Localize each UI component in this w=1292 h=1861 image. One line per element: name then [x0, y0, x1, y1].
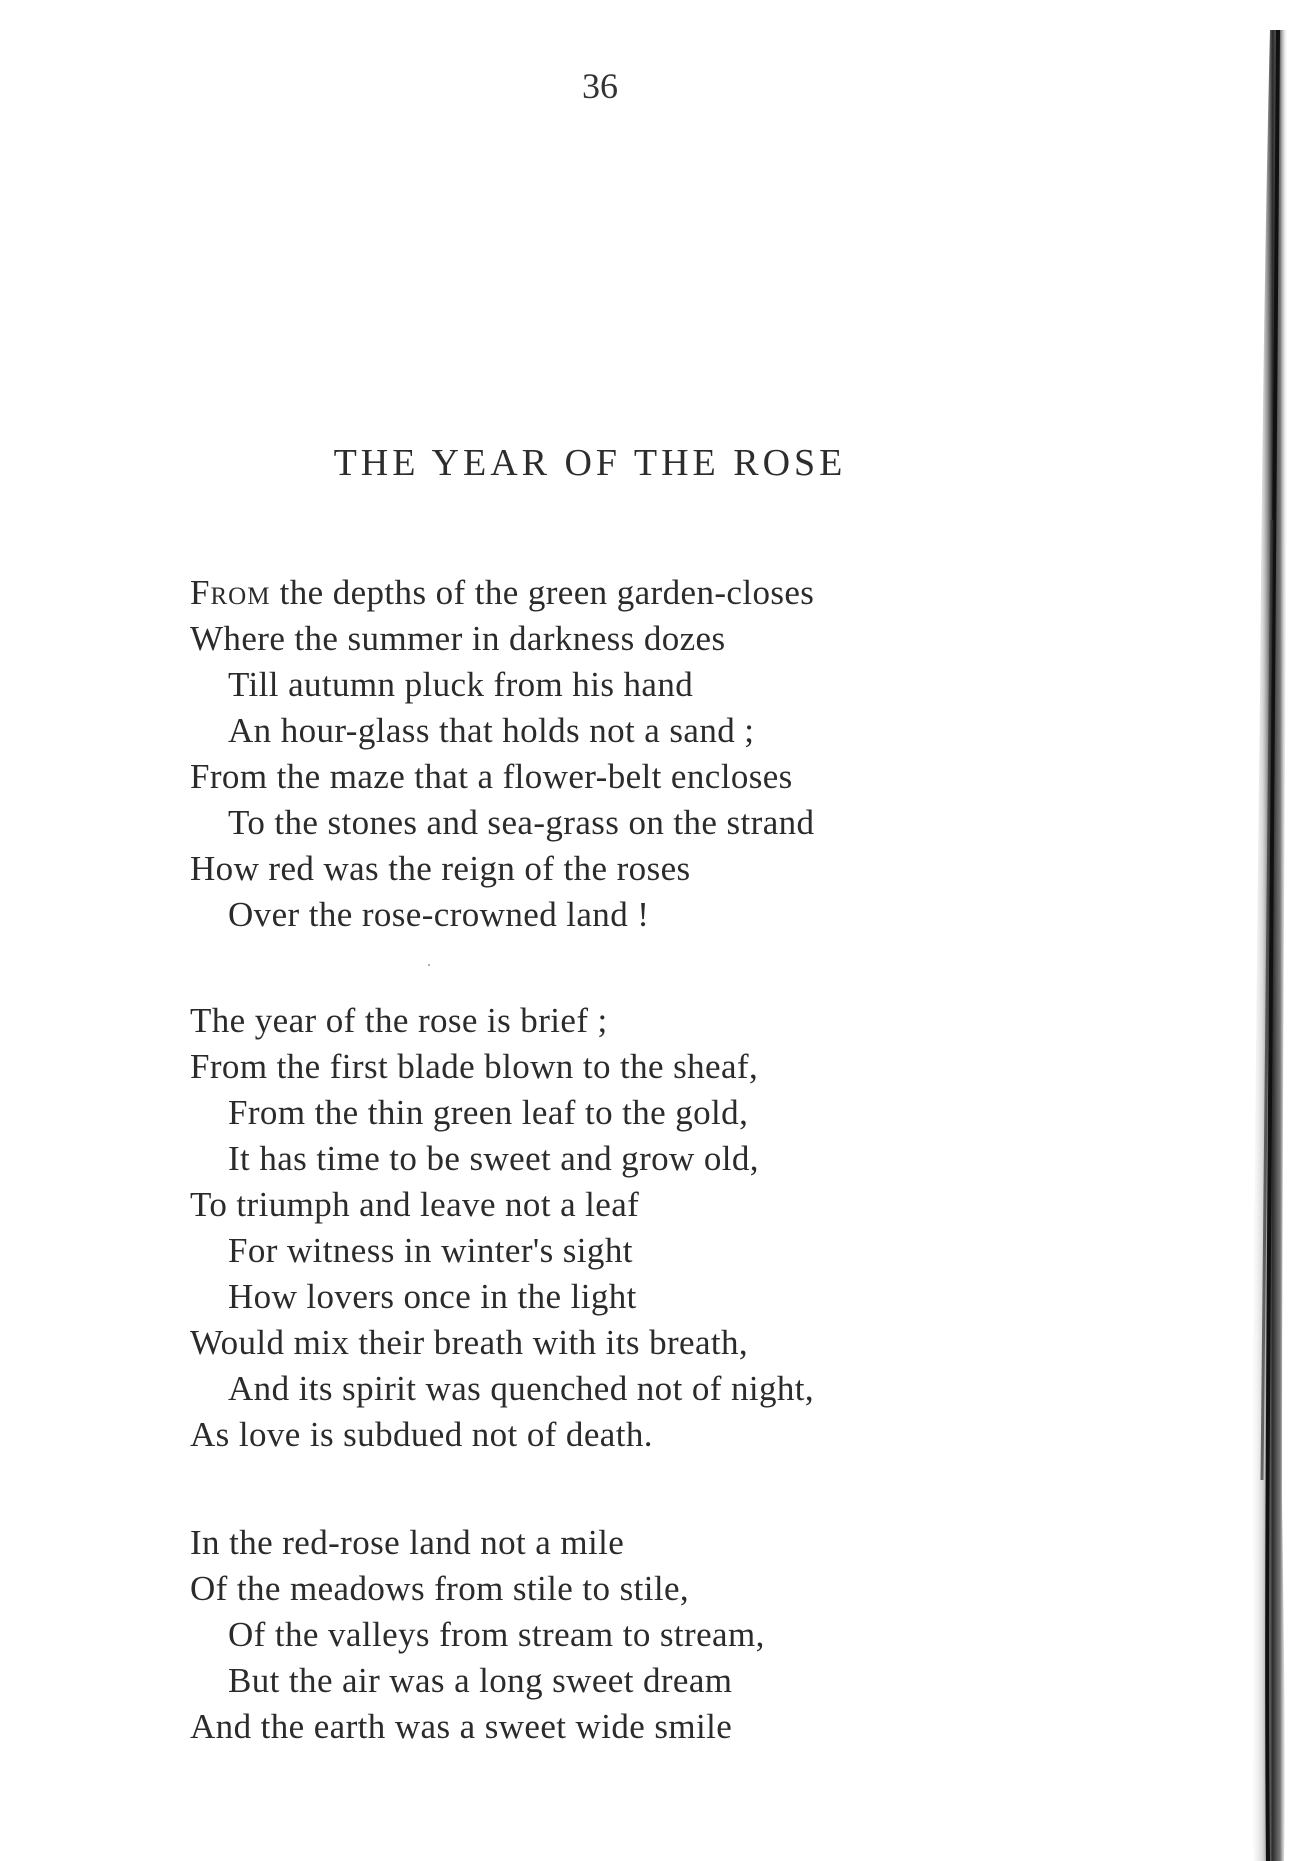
gutter-shadow: [1232, 0, 1292, 1861]
verse-line: The year of the rose is brief ;: [190, 1001, 608, 1040]
verse-line: But the air was a long sweet dream: [228, 1661, 733, 1700]
verse-line: From the maze that a flower-belt encloses: [190, 757, 793, 796]
stanza-2: [190, 998, 1050, 1458]
verse-line: Where the summer in darkness dozes: [190, 619, 726, 658]
verse-line: An hour-glass that holds not a sand ;: [228, 711, 755, 750]
verse-line: And its spirit was quenched not of night,: [228, 1369, 815, 1408]
verse-line: How red was the reign of the roses: [190, 849, 691, 888]
verse-line: [190, 570, 1050, 616]
verse-line: To the stones and sea-grass on the strand: [228, 803, 815, 842]
verse-text: the depths of the green garden-closes: [270, 573, 815, 612]
book-gutter-edge: [1232, 0, 1292, 1861]
verse-line: In the red-rose land not a mile: [190, 1523, 625, 1562]
verse-line: Till autumn pluck from his hand: [228, 665, 694, 704]
paper-speck: [428, 964, 430, 966]
verse-line: And the earth was a sweet wide smile: [190, 1707, 733, 1746]
verse-line: To triumph and leave not a leaf: [190, 1185, 640, 1224]
verse-line: Of the meadows from stile to stile,: [190, 1569, 690, 1608]
verse-line: For witness in winter's sight: [228, 1231, 633, 1270]
verse-line: How lovers once in the light: [228, 1277, 637, 1316]
verse-line: Would mix their breath with its breath,: [190, 1323, 749, 1362]
verse-line: From the thin green leaf to the gold,: [228, 1093, 749, 1132]
verse-line: From the first blade blown to the sheaf,: [190, 1047, 759, 1086]
page-number: 36: [582, 66, 618, 106]
stanza-1: [190, 570, 1050, 938]
verse-line: Of the valleys from stream to stream,: [228, 1615, 765, 1654]
stanza-3: [190, 1520, 1050, 1750]
verse-line: Over the rose-crowned land !: [228, 895, 650, 934]
verse-line: As love is subdued not of death.: [190, 1415, 653, 1454]
poem-title: THE YEAR OF THE ROSE: [333, 442, 847, 484]
verse-line: It has time to be sweet and grow old,: [228, 1139, 759, 1178]
drop-word: From: [190, 573, 271, 612]
